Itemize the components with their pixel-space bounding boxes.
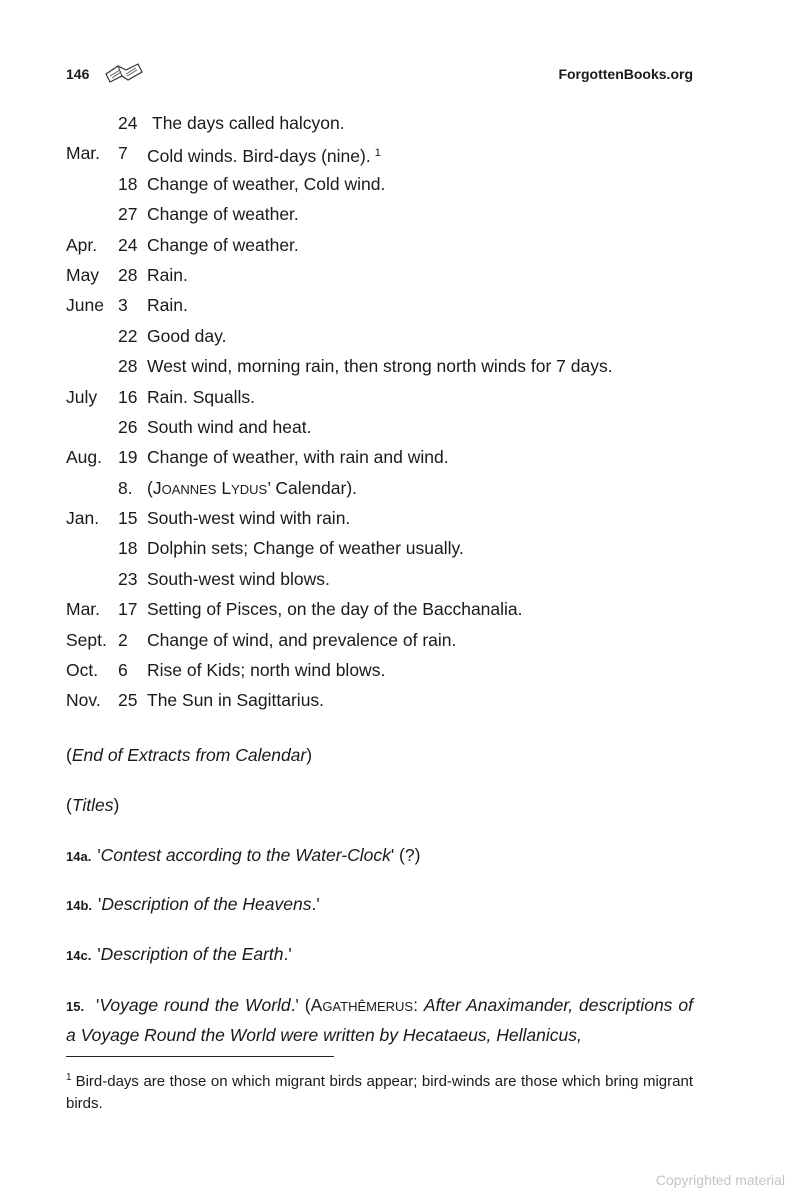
footnote-rule	[66, 1056, 334, 1057]
calendar-day: 3	[118, 295, 128, 316]
calendar-day: 6	[118, 660, 128, 681]
calendar-text: The days called halcyon.	[152, 113, 345, 133]
calendar-text: Rain.	[147, 264, 188, 285]
calendar-row	[66, 598, 706, 628]
calendar-day: 15	[118, 508, 138, 529]
calendar-month: Aug.	[66, 447, 102, 468]
calendar-text: (JOANNES LYDUS’ Calendar).	[147, 477, 358, 498]
item-15: 15. 'Voyage round the World.' (AGATHÊMERUS: After Anaximander, descriptions of a Voyage Round the World were written by Hecataeus, Hellanicus,	[66, 995, 693, 1045]
calendar-text: Setting of Pisces, on the day of the Bacchanalia.	[147, 599, 523, 620]
calendar-row	[66, 416, 706, 446]
calendar-row	[66, 568, 706, 598]
calendar-day: 18	[118, 538, 138, 559]
calendar-day: 28	[118, 264, 138, 285]
calendar-row	[66, 234, 706, 264]
calendar-text: Rain.	[147, 295, 188, 316]
calendar-row	[66, 507, 706, 537]
calendar-row	[66, 112, 706, 142]
calendar-day: 18	[118, 173, 138, 194]
calendar-text: Dolphin sets; Change of weather usually.	[147, 538, 464, 559]
calendar-month: June	[66, 295, 104, 316]
calendar-month: May	[66, 264, 100, 285]
footnote-ref: 1	[374, 147, 381, 160]
item-14c: 14c. 'Description of the Earth.'	[66, 944, 292, 964]
calendar-row	[66, 659, 706, 689]
calendar-day: 17	[118, 599, 138, 620]
calendar-text: Change of weather.	[147, 234, 299, 255]
calendar-row	[66, 203, 706, 233]
calendar-text: Change of weather.	[147, 204, 299, 225]
calendar-month: Mar.	[66, 143, 101, 164]
calendar-month: July	[66, 386, 98, 407]
calendar-month: Sept.	[66, 629, 107, 650]
calendar-text: The Sun in Sagittarius.	[147, 690, 325, 711]
calendar-month: Jan.	[66, 508, 100, 529]
calendar-text: West wind, morning rain, then strong north winds for 7 days.	[147, 356, 613, 377]
calendar-text: South wind and heat.	[147, 416, 312, 437]
calendar-day: 7	[118, 143, 128, 164]
page-number: 146	[66, 66, 90, 82]
calendar-row	[66, 325, 706, 355]
calendar-text: Change of wind, and prevalence of rain.	[147, 629, 457, 650]
page-header	[66, 66, 693, 90]
calendar-text: Change of weather, Cold wind.	[147, 173, 386, 194]
calendar-row	[66, 537, 706, 567]
calendar-row	[66, 173, 706, 203]
calendar-day: 28	[118, 356, 138, 377]
calendar-list	[66, 112, 706, 720]
site-name: ForgottenBooks.org	[558, 66, 693, 82]
end-of-extracts: (End of Extracts from Calendar)	[66, 745, 313, 765]
calendar-row	[66, 689, 706, 719]
calendar-text: Good day.	[147, 325, 227, 346]
calendar-month: Apr.	[66, 234, 98, 255]
calendar-row	[66, 142, 706, 172]
calendar-text: Cold winds. Bird-days (nine). $^1$	[147, 146, 381, 167]
calendar-day: 2	[118, 629, 128, 650]
calendar-text: South-west wind with rain.	[147, 508, 351, 529]
titles-heading: (Titles)	[66, 795, 120, 815]
calendar-row	[66, 386, 706, 416]
calendar-month: Oct.	[66, 660, 99, 681]
calendar-day: 8.	[118, 477, 133, 498]
calendar-text: Rise of Kids; north wind blows.	[147, 660, 386, 681]
item-14a: 14a. 'Contest according to the Water-Clock' (?)	[66, 845, 421, 865]
calendar-day: 24	[118, 113, 138, 133]
calendar-day: 27	[118, 204, 138, 225]
calendar-text: Change of weather, with rain and wind.	[147, 447, 449, 468]
calendar-day: 19	[118, 447, 138, 468]
item-14b: 14b. 'Description of the Heavens.'	[66, 894, 320, 914]
calendar-day: 23	[118, 568, 138, 589]
calendar-month: Mar.	[66, 599, 101, 620]
calendar-row	[66, 477, 706, 507]
calendar-row	[66, 294, 706, 324]
calendar-row	[66, 446, 706, 476]
open-book-icon	[104, 60, 144, 86]
calendar-row	[66, 355, 706, 385]
calendar-text: South-west wind blows.	[147, 568, 330, 589]
calendar-row	[66, 629, 706, 659]
calendar-day: 26	[118, 416, 138, 437]
calendar-day: 16	[118, 386, 138, 407]
calendar-month: Nov.	[66, 690, 101, 711]
footnote: $^1$ Bird-days are those on which migrant birds appear; bird-winds are those which bring migrant birds.	[66, 1072, 693, 1112]
calendar-text: Rain. Squalls.	[147, 386, 255, 407]
calendar-day: 24	[118, 234, 138, 255]
calendar-day: 22	[118, 325, 138, 346]
calendar-day: 25	[118, 690, 138, 711]
calendar-row	[66, 264, 706, 294]
copyright-watermark: Copyrighted material	[655, 1172, 785, 1188]
